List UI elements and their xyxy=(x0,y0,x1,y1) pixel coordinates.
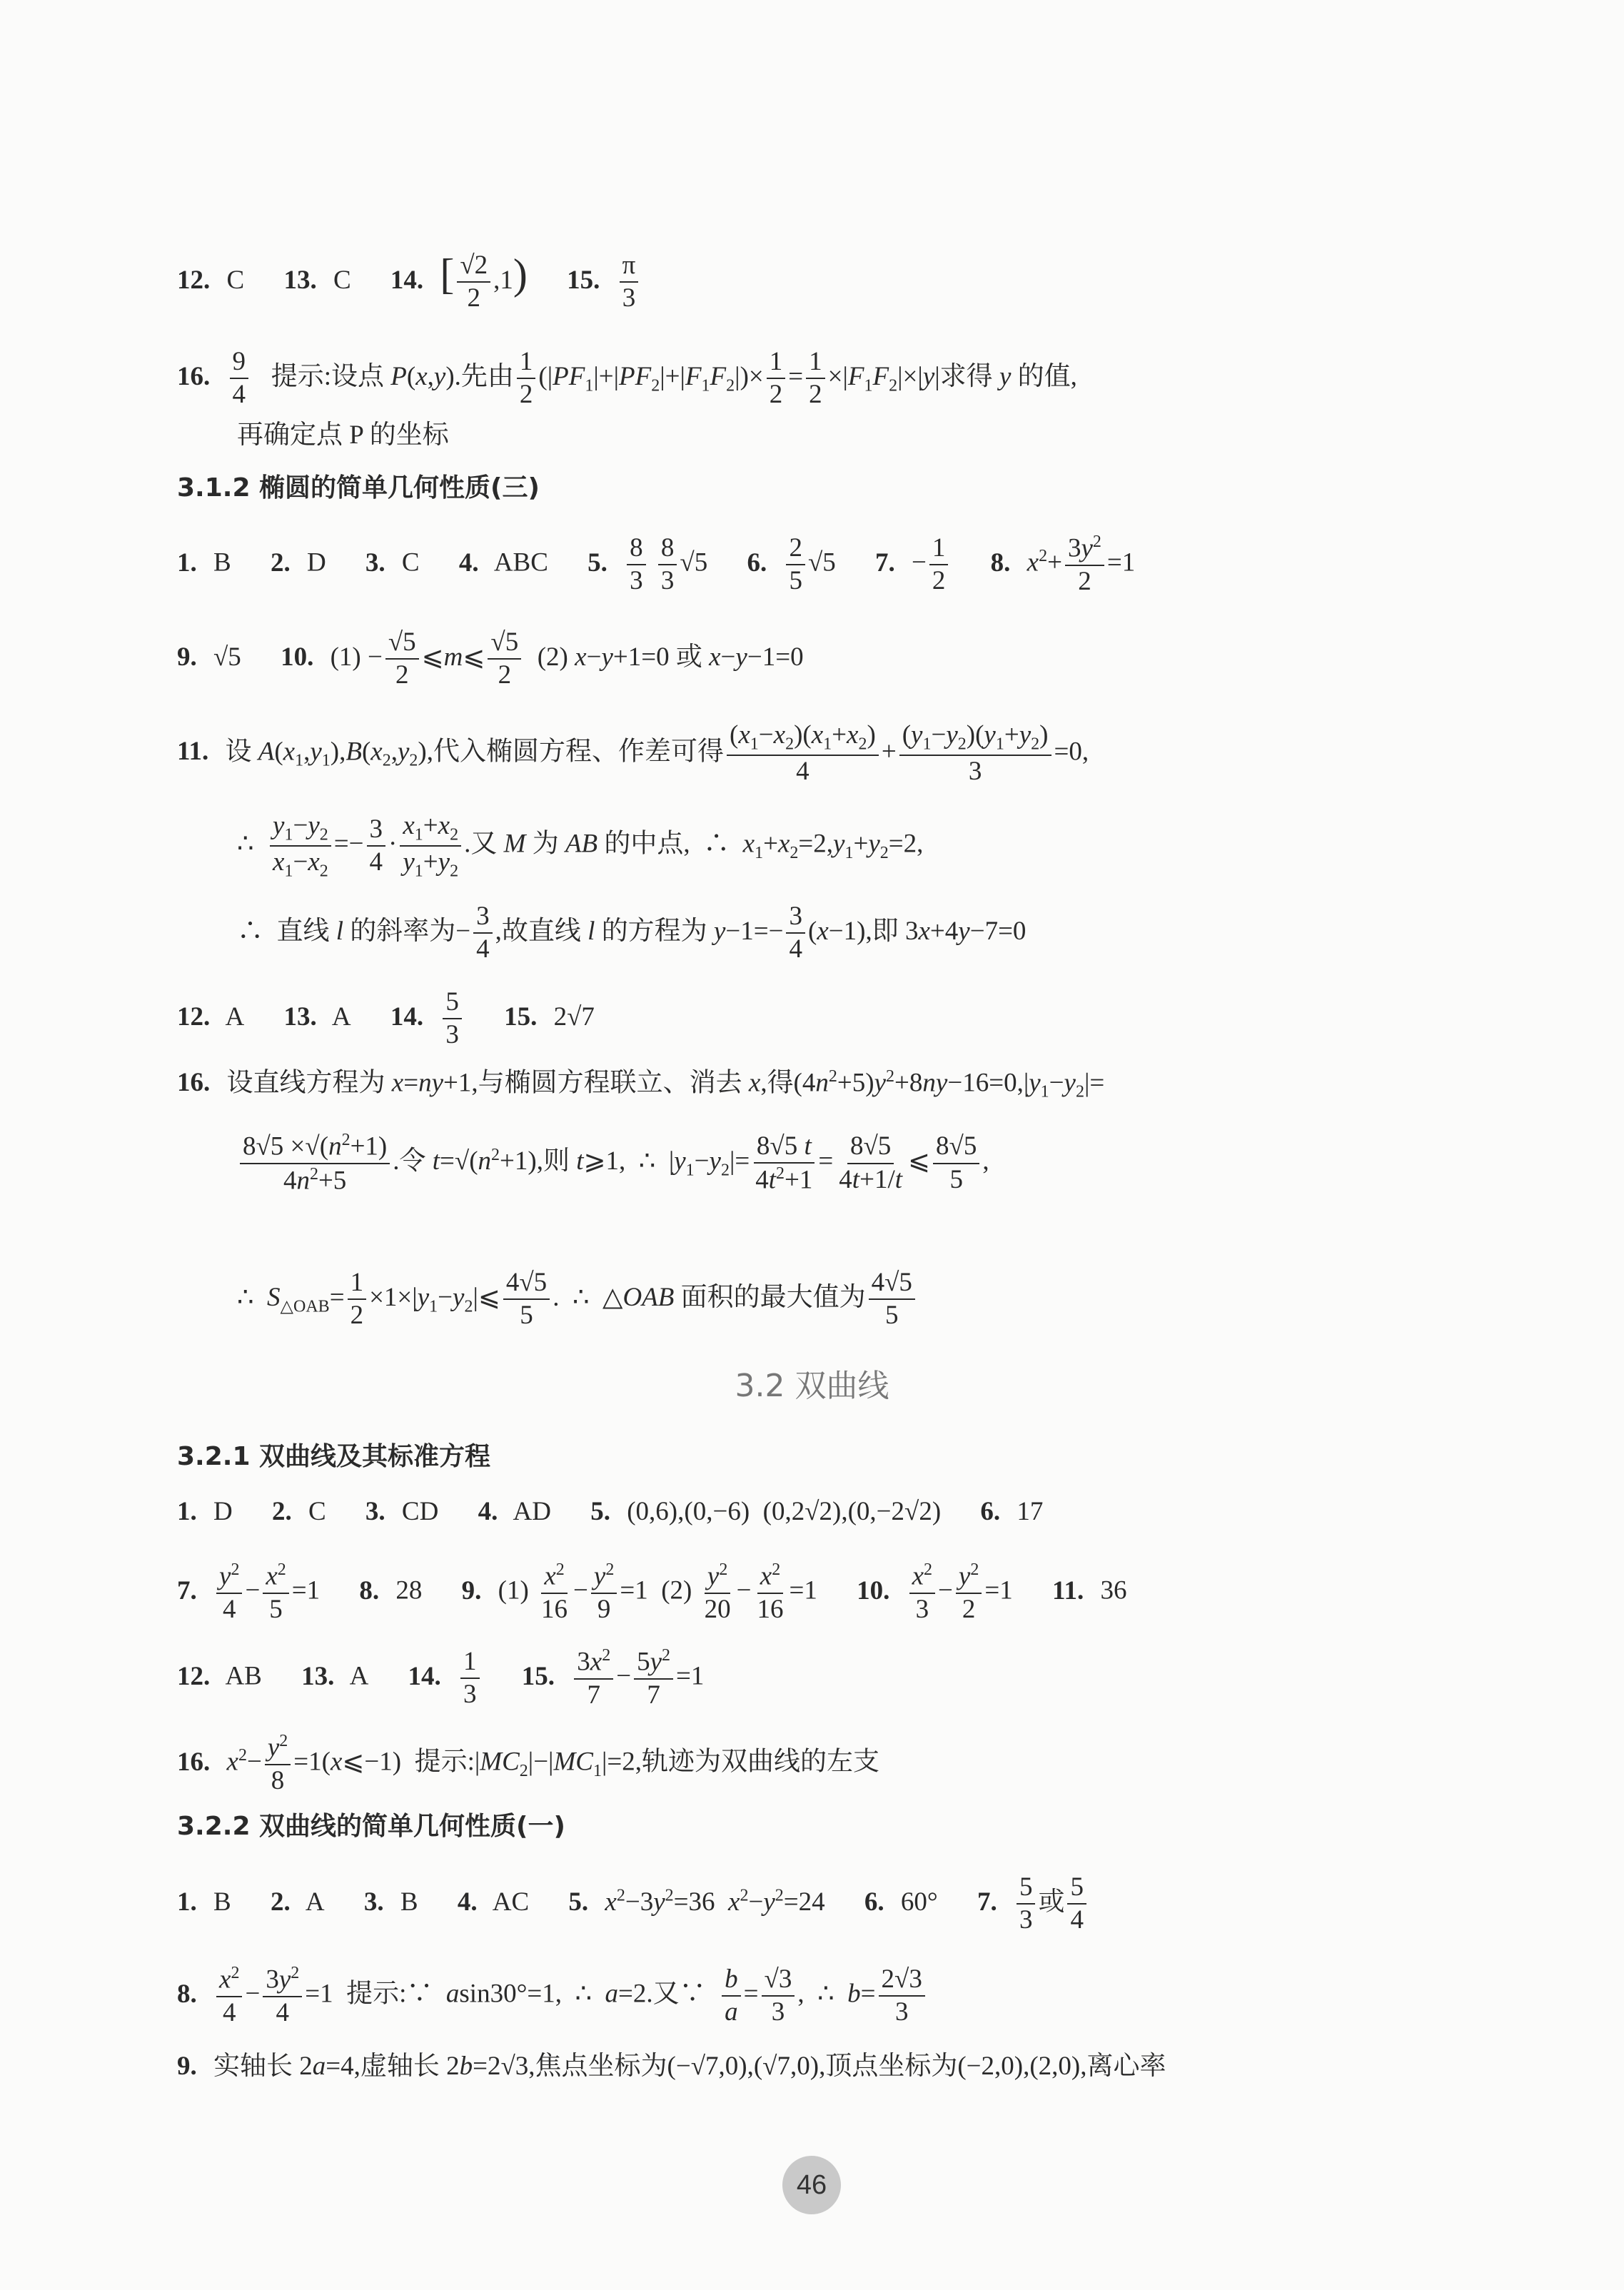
answer-line-12-15: 12. C 13. C 14. [ $\frac{√2}{2}$ ,1) 15. $\frac{\pi}{3}$ xyxy=(177,250,641,315)
answer-line-3-2-2-b: 8. $\frac{x^2}{4}$ − $\frac{3y^2}{4}$ =1 提示:∵ asin30°=1, ∴ a=2.又∵ $\frac{b}{a}$ = $\frac{√3}{3}$ , ∴ b= $\frac{2√3}{3}$ xyxy=(177,1963,928,2029)
page-number-badge: 46 xyxy=(782,2156,841,2214)
answer-line-11-c: ∴ 直线 l 的斜率为− $\frac{3}{4}$ ,故直线 l 的方程为 y−1=− $\frac{3}{4}$ (x−1),即 3x+4y−7=0 xyxy=(237,902,1027,964)
answer-line-3-2-2-a: 1. B 2. A 3. B 4. AC 5. $x^2-3y^2=36$ $x^2-y^2=24$ 6. 60° 7. $\frac{5}{3}$ 或 $\frac{5}{4}$ xyxy=(177,1872,1089,1937)
answer-line-3-2-1-b: 7. $\frac{y^2}{4}$ − $\frac{x^2}{5}$ =1 8. 28 9. (1) $\frac{x^2}{16}$ − $\frac{y^2}{9}$ =1 (2) $\frac{y^2}{20}$ − $\frac{x^2}{16}$ =1 10. $\frac{x^2}{3}$ − $\frac{y^2}{2}$ =1 11. 36 xyxy=(177,1560,1127,1624)
answer-line-16b: 16. 设直线方程为 x=ny+1,与椭圆方程联立、消去 x,得$(4n^2+5)y^2+8ny-16=0,|y_1-y_2|=$ xyxy=(177,1067,1105,1101)
answer-line-16-cont: 再确定点 P 的坐标 xyxy=(237,420,449,450)
answer-line-3-2-2-c: 9. 实轴长 2a=4,虚轴长 2b=2√3,焦点坐标为(−√7,0),(√7,0),顶点坐标为(−2,0),(2,0),离心率 xyxy=(177,2052,1166,2081)
answer-line-3-2-1-d: 16. $x^2-$ $\frac{y^2}{8}$ =1(x⩽−1) 提示$:|MC_2|-|MC_1|=2$,轨迹为双曲线的左支 xyxy=(177,1732,879,1795)
answer-line-3-2-1-a: 1. D 2. C 3. CD 4. AD 5. (0,6),(0,−6) (0,2√2),(0,−2√2) 6. 17 xyxy=(177,1497,1044,1526)
answer-line-1-8: 1. B 2. D 3. C 4. ABC 5. $\frac{8}{3}$ $\frac{8}{3}$ √5 6. $\frac{2}{5}$ √5 7. − $\frac{1}{2}$ 8. $x^2+$ $\frac{3y^2}{2}$ =1 xyxy=(177,533,1136,596)
answer-line-9-10: 9. √5 10. (1) − $\frac{√5}{2}$ ⩽m⩽ $\frac{√5}{2}$ (2) x−y+1=0 或 x−y−1=0 xyxy=(177,627,804,690)
section-heading-3-1-2: 3.1.2 椭圆的简单几何性质(三) xyxy=(177,473,540,503)
answer-line-3-2-1-c: 12. AB 13. A 14. $\frac{1}{3}$ 15. $\frac{3x^2}{7}$ − $\frac{5y^2}{7}$ =1 xyxy=(177,1646,705,1710)
section-heading-3-2-2: 3.2.2 双曲线的简单几何性质(一) xyxy=(177,1812,565,1841)
answer-line-16: 16. $\frac{9}{4}$ 提示:设点 P(x,y).先由 $\frac{1}{2}$ $(|PF_1|+|PF_2|+|F_1F_2|)\times$ $\frac{1}{2}$ = $\frac{1}{2}$ $\times|F_1F_2|\times|y|$求得 y 的值, xyxy=(177,347,1077,410)
answer-line-11-b: ∴ $\frac{y_1-y_2}{x_1-x_2}$ =− $\frac{3}{4}$ · $\frac{x_1+x_2}{y_1+y_2}$ .又 M 为 AB 的中点, ∴ $x_1+x_2=2,y_1+y_2=2$, xyxy=(237,811,924,881)
answer-line-12-15b: 12. A 13. A 14. $\frac{5}{3}$ 15. 2√7 xyxy=(177,987,595,1050)
answer-line-16b-b: $\frac{8√5 \times√(n^2+1)}{4n^2+5}$ .令 $t=√(n^2+1)$,则 t⩾1, ∴ $|y_1-y_2|=$ $\frac{8√5 t}{4t^2+1}$ = $\frac{8√5}{4t+1/t}$ ⩽ $\frac{8√5}{5}$ , xyxy=(237,1130,989,1196)
answer-line-16b-c: ∴ $S_{\triangle OAB}=$ $\frac{1}{2}$ $\times 1\times|y_1-y_2|⩽$ $\frac{4√5}{5}$ . ∴ △OAB 面积的最大值为 $\frac{4√5}{5}$ xyxy=(237,1267,918,1332)
section-heading-3-2-1: 3.2.1 双曲线及其标准方程 xyxy=(177,1442,491,1471)
answer-line-11: 11. 设 $A(x_1,y_1),B(x_2,y_2)$,代入椭圆方程、作差可得 $\frac{(x_1-x_2)(x_1+x_2)}{4}$ + $\frac{(y_1-y_2)(y_1+y_2)}{3}$ =0, xyxy=(177,720,1089,787)
section-title-3-2: 3.2 双曲线 xyxy=(735,1368,889,1404)
